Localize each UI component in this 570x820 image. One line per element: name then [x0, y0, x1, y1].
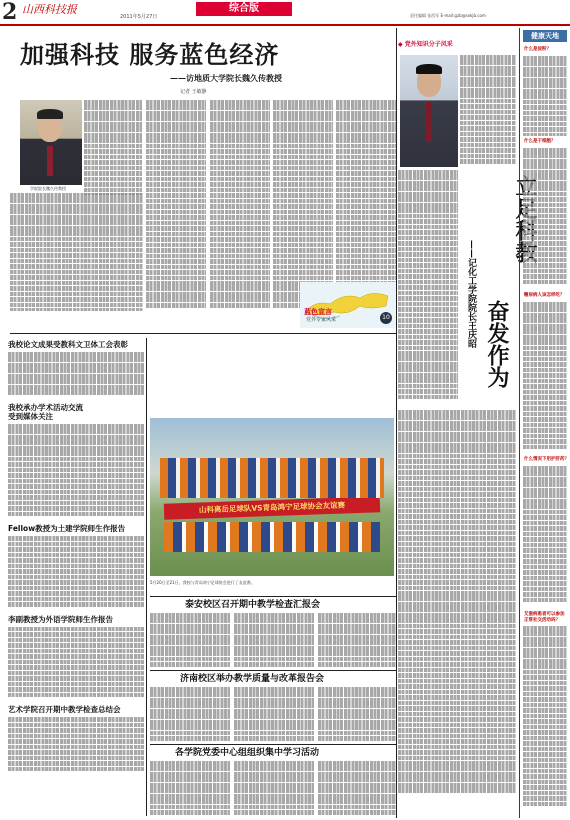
lead-body-col4: [273, 100, 333, 310]
lead-subtitle: ——访地质大学院长魏久传教授: [170, 73, 282, 83]
bottom-body-1a: [150, 613, 230, 668]
map-sublabel: 党外专家风采: [306, 317, 337, 323]
feature-portrait-tie: [426, 102, 432, 142]
sidebar-a2: [523, 148, 567, 288]
map-number-badge: 10: [380, 312, 392, 324]
sidebar-a3: [523, 302, 567, 452]
lead-body-col1: [84, 100, 142, 195]
bottom-title-3: 各学院党委中心组组织集中学习活动: [175, 748, 320, 758]
feature-vertical-subtitle: ——记化工学院院长王庆昭: [466, 240, 476, 348]
sidebar-a5: [523, 626, 567, 811]
team-photo-caption: 5月20日至21日，我校与青岛鸿宁足球协会进行了友谊赛。: [150, 580, 255, 585]
lead-body-col2: [146, 100, 206, 310]
feature-body-col1: [398, 170, 458, 405]
feature-photo: [400, 55, 458, 167]
portrait-hair: [37, 109, 63, 119]
map-label: 蓝色宣言: [304, 308, 332, 316]
lead-body-col3: [210, 100, 270, 310]
sidebar-a4: [523, 466, 567, 606]
news-divider: [146, 338, 147, 816]
portrait-tie: [47, 146, 53, 176]
lead-byline: 记者 王敏静: [180, 89, 207, 95]
bottom-body-2a: [150, 687, 230, 742]
news-body-3: [8, 536, 144, 606]
lead-photo-caption: 学院院长魏久传教授: [30, 186, 66, 191]
lead-photo: [20, 100, 82, 185]
team-banner-text: 山科离岳足球队VS青岛鸿宁足球协会友谊赛: [198, 500, 346, 515]
page-header: [0, 0, 570, 26]
blue-economy-map: [300, 282, 396, 328]
feature-banner: [398, 40, 508, 50]
sidebar-title: 健康天地: [523, 30, 567, 42]
bottom-body-3c: [318, 761, 396, 817]
main-right-divider: [396, 28, 397, 818]
sidebar-q4: 什么情况下用护肝药？: [524, 457, 569, 462]
sidebar-q1: 什么是淀粉？: [524, 47, 551, 52]
news-body-4: [8, 627, 144, 697]
news-body-1: [8, 352, 144, 395]
bottom-title-1: 泰安校区召开期中教学检查汇报会: [185, 600, 321, 610]
news-title-5: 艺术学院召开期中教学检查总结会: [8, 705, 121, 715]
lead-body-col1b: [10, 193, 143, 311]
feature-body-col2: [398, 410, 516, 800]
lead-headline: 加强科技 服务蓝色经济: [20, 41, 280, 69]
banner-bullet-icon: ◆: [398, 41, 403, 48]
sidebar-divider: [519, 28, 520, 818]
feature-body-top: [460, 55, 516, 167]
feature-banner-text: 党外知识分子风采: [404, 41, 453, 48]
sidebar-q2: 什么是干细胞？: [524, 139, 556, 144]
bottom-body-2b: [234, 687, 314, 742]
news-title-4: 李副教授为外语学院师生作报告: [8, 614, 113, 624]
sidebar-a1: [523, 56, 567, 136]
issue-date: 2011年5月27日: [120, 14, 158, 20]
bottom-body-2c: [318, 687, 396, 742]
photo-bottom-rule: [150, 596, 396, 597]
feature-portrait-hair: [416, 64, 442, 74]
news-body-5: [8, 717, 144, 771]
sidebar-q5: 艾滋病患者可以参加正常社交活动吗？: [524, 612, 565, 623]
team-players-front: [164, 522, 380, 552]
bottom-body-1b: [234, 613, 314, 668]
news-column: [8, 338, 144, 818]
news-title-2: 我校承办学术活动交流: [8, 402, 83, 412]
bottom-rule-2: [150, 670, 396, 671]
team-players: [160, 458, 384, 498]
news-title-1: 我校论文成果受教科文卫体工会表彰: [8, 340, 128, 349]
news-title-2-extra: 受到媒体关注: [8, 411, 53, 421]
editor-info: 责任编辑 张西军 E-mail:gzb@sxkjb.com: [410, 13, 486, 18]
team-photo: [150, 418, 394, 576]
masthead: 山西科技报: [22, 3, 77, 16]
lead-body-col5: [336, 100, 396, 310]
news-title-3: Fellow教授为土建学院师生作报告: [8, 524, 126, 534]
page-number: 2: [2, 0, 18, 25]
feature-vertical-title-2: [480, 300, 510, 388]
feature-title-part2: 奋发作为: [484, 300, 510, 388]
bottom-body-3a: [150, 761, 230, 817]
bottom-rule-3: [150, 744, 396, 745]
section-label: 综合版: [196, 2, 292, 16]
team-banner: [164, 496, 380, 520]
bottom-title-2: 济南校区举办教学质量与改革报告会: [180, 674, 325, 684]
lead-bottom-rule: [10, 333, 396, 334]
bottom-body-3b: [234, 761, 314, 817]
bottom-body-1c: [318, 613, 396, 668]
sidebar-q3: 糖尿病人该怎样吃？: [524, 293, 565, 298]
news-body-2: [8, 424, 144, 516]
